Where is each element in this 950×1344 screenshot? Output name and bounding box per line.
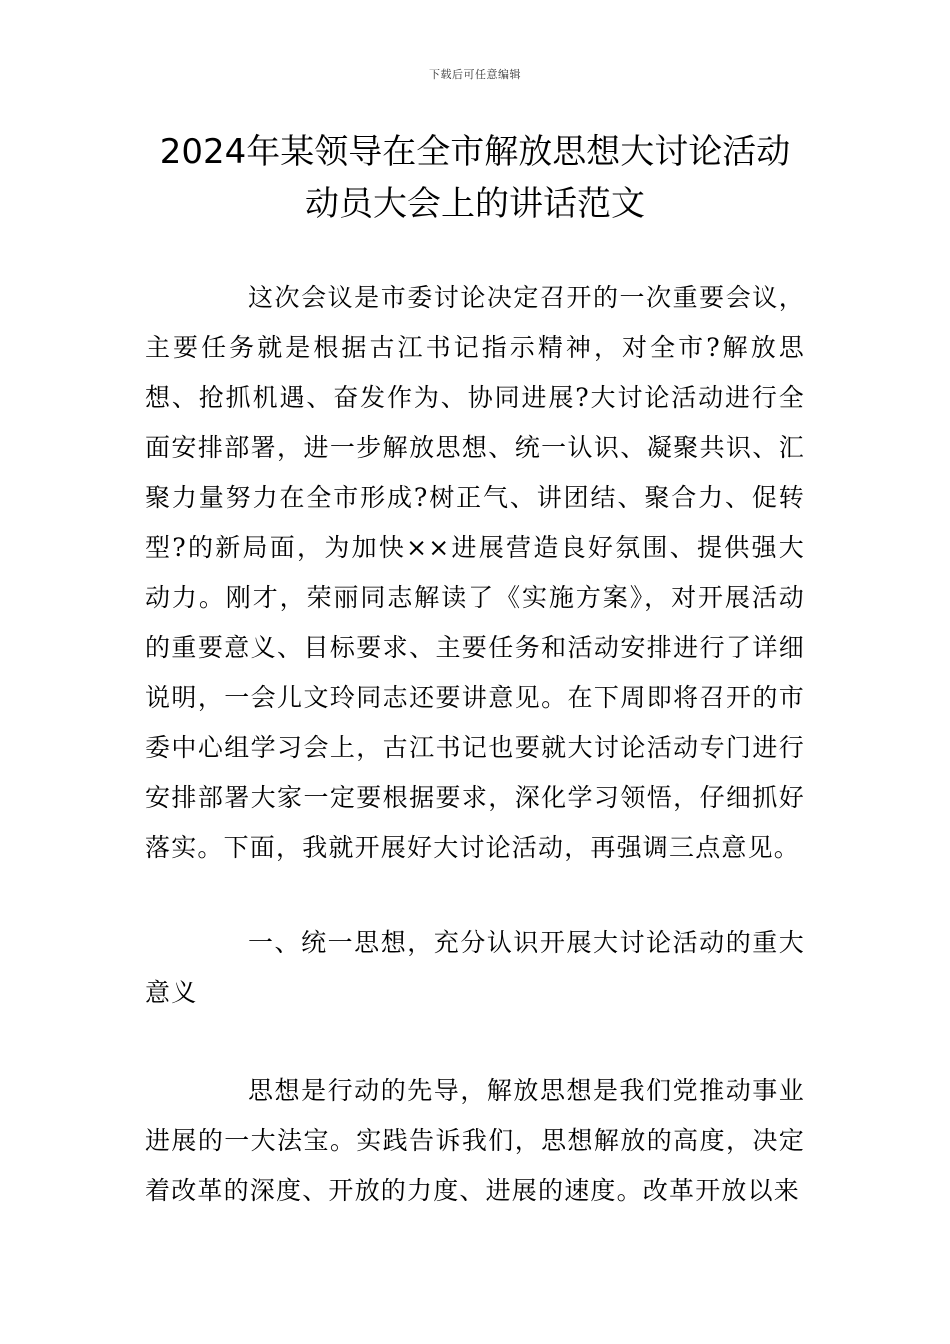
- document-title: [120, 126, 830, 230]
- paragraph-1: 这次会议是市委讨论决定召开的一次重要会议，主要任务就是根据古江书记指示精神，对全市?解放思想、抢抓机遇、奋发作为、协同进展?大讨论活动进行全面安排部署，进一步解放思想、统一认识、凝聚共识、汇聚力量努力在全市形成?树正气、讲团结、聚合力、促转型?的新局面，为加快××进展营造良好氛围、提供强大动力。刚才，荣丽同志解读了《实施方案》，对开展活动的重要意义、目标要求、主要任务和活动安排进行了详细说明，一会儿文玲同志还要讲意见。在下周即将召开的市委中心组学习会上，古江书记也要就大讨论活动专门进行安排部署大家一定要根据要求，深化学习领悟，仔细抓好落实。下面，我就开展好大讨论活动，再强调三点意见。: [145, 283, 805, 862]
- title-line-2: 动员大会上的讲话范文: [305, 184, 645, 224]
- section-heading-1: 一、统一思想，充分认识开展大讨论活动的重大意义: [145, 928, 805, 1007]
- header-note: 下载后可任意编辑: [429, 68, 521, 81]
- paragraph-2: 思想是行动的先导，解放思想是我们党推动事业进展的一大法宝。实践告诉我们，思想解放的高度，决定着改革的深度、开放的力度、进展的速度。改革开放以来: [145, 1076, 805, 1205]
- title-line-1: 2024年某领导在全市解放思想大讨论活动: [159, 132, 791, 172]
